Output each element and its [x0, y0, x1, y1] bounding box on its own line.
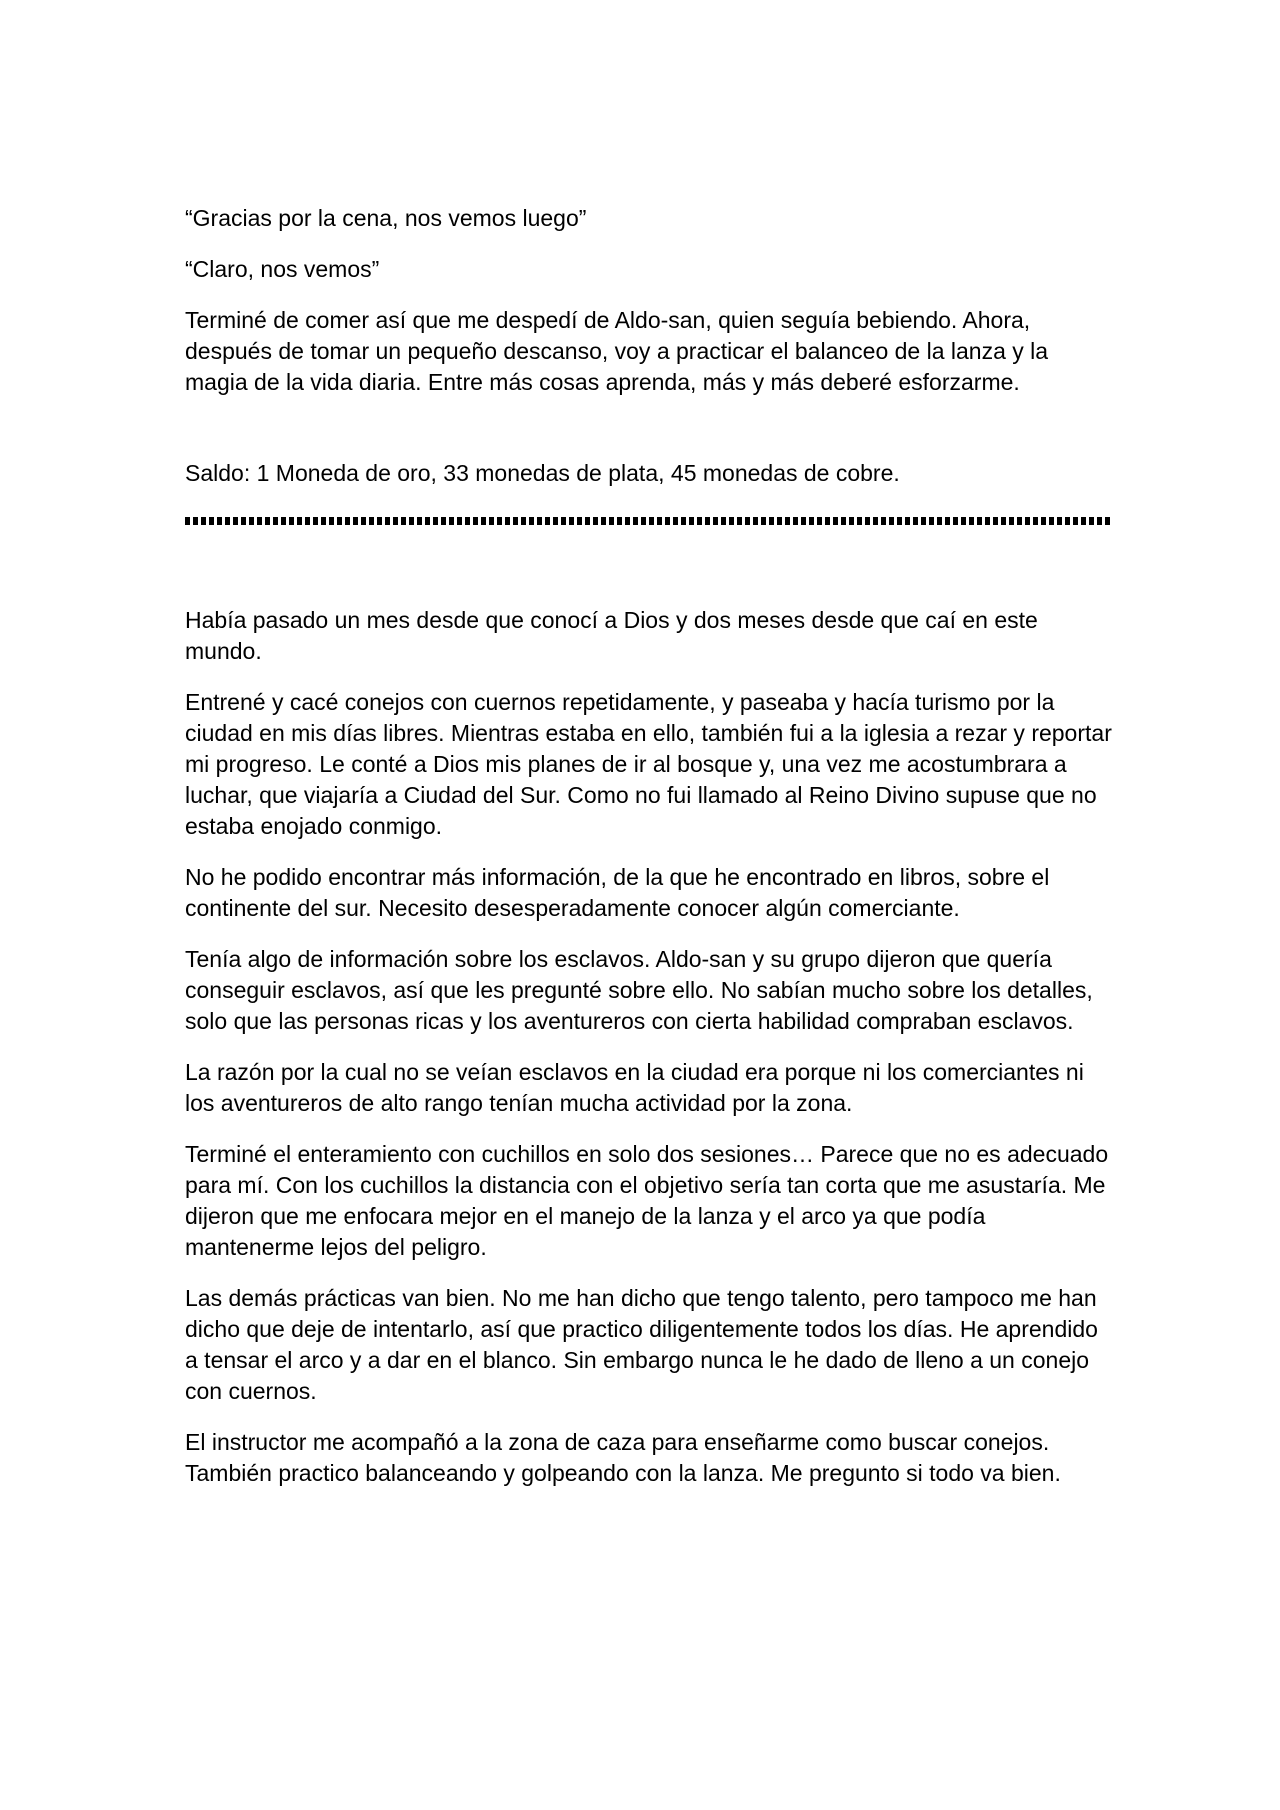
paragraph: Terminé el enteramiento con cuchillos en solo dos sesiones… Parece que no es adecuado para mí. Con los cuchillos la distancia con el objetivo sería tan corta que me asustaría. Me dijeron que me enfocara mejor en el manejo de la lanza y el arco ya que podía mantenerme lejos del peligro.: [185, 1141, 1109, 1260]
dialogue-line: “Claro, nos vemos”: [185, 256, 380, 282]
balance-line: Saldo: 1 Moneda de oro, 33 monedas de plata, 45 monedas de cobre.: [185, 460, 900, 486]
document-page: [185, 203, 1115, 1509]
paragraph: Terminé de comer así que me despedí de Aldo-san, quien seguía bebiendo. Ahora, después de tomar un pequeño descanso, voy a practicar el balanceo de la lanza y la magia de la vida diaria. Entre más cosas aprenda, más y más deberé esforzarme.: [185, 307, 1049, 395]
paragraph: El instructor me acompañó a la zona de caza para enseñarme como buscar conejos. También practico balanceando y golpeando con la lanza. Me pregunto si todo va bien.: [185, 1429, 1061, 1486]
paragraph: No he podido encontrar más información, de la que he encontrado en libros, sobre el continente del sur. Necesito desesperadamente conocer algún comerciante.: [185, 864, 1050, 921]
paragraph: La razón por la cual no se veían esclavos en la ciudad era porque ni los comerciantes ni los aventureros de alto rango tenían mucha actividad por la zona.: [185, 1059, 1084, 1116]
paragraph: Las demás prácticas van bien. No me han dicho que tengo talento, pero tampoco me han dicho que deje de intentarlo, así que practico diligentemente todos los días. He aprendido a tensar el arco y a dar en el blanco. Sin embargo nunca le he dado de lleno a un conejo con cuernos.: [185, 1285, 1098, 1404]
paragraph: Había pasado un mes desde que conocí a Dios y dos meses desde que caí en este mundo.: [185, 607, 1038, 664]
dialogue-line: “Gracias por la cena, nos vemos luego”: [185, 205, 587, 231]
paragraph: Entrené y cacé conejos con cuernos repetidamente, y paseaba y hacía turismo por la ciudad en mis días libres. Mientras estaba en ello, también fui a la iglesia a rezar y reportar mi progreso. Le conté a Dios mis planes de ir al bosque y, una vez me acostumbrara a luchar, que viajaría a Ciudad del Sur. Como no fui llamado al Reino Divino supuse que no estaba enojado conmigo.: [185, 689, 1112, 839]
paragraph: Tenía algo de información sobre los esclavos. Aldo-san y su grupo dijeron que quería conseguir esclavos, así que les pregunté sobre ello. No sabían mucho sobre los detalles, solo que las personas ricas y los aventureros con cierta habilidad compraban esclavos.: [185, 946, 1093, 1034]
section-separator: [185, 517, 1110, 525]
